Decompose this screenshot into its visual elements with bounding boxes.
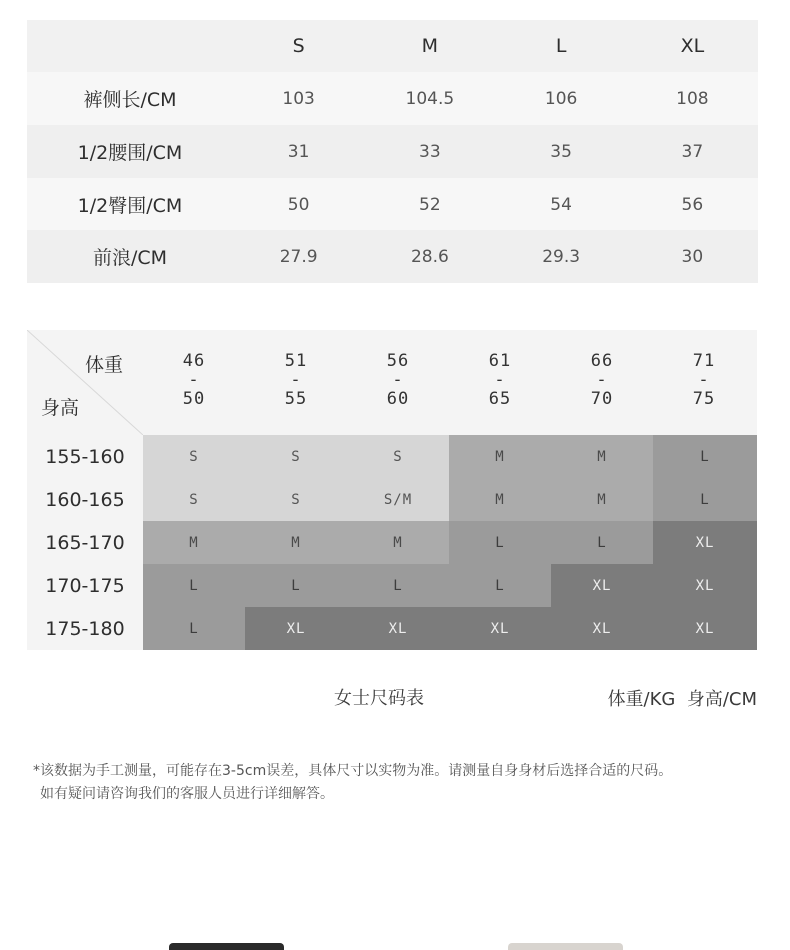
note-line: *该数据为手工测量，可能存在3-5cm误差，具体尺寸以实物为准。请测量自身身材后选择合适的尺码。 (33, 763, 673, 779)
table-cell: 29.3 (542, 246, 581, 267)
table-cell: 50 (287, 194, 310, 215)
size-cell: L (449, 521, 551, 564)
height-range-label: 165-170 (45, 531, 125, 554)
weight-range-header (347, 352, 449, 409)
table-cell: 103 (282, 88, 315, 109)
size-header-cell: S (292, 35, 305, 57)
weight-from: 51 (284, 351, 308, 371)
weight-range-header (449, 352, 551, 409)
size-cell: L (245, 564, 347, 607)
size-cell: L (143, 564, 245, 607)
size-cell: M (347, 521, 449, 564)
table-caption: 女士尺码表 (334, 688, 424, 709)
weight-dash: - (494, 370, 506, 390)
size-cell: L (449, 564, 551, 607)
size-cell: S (143, 478, 245, 521)
weight-dash: - (188, 370, 200, 390)
height-axis-label: 身高 (41, 397, 80, 419)
weight-axis-label: 体重 (85, 354, 124, 376)
size-cell: M (143, 521, 245, 564)
weight-to: 60 (386, 389, 410, 409)
size-measurement-table (27, 20, 758, 283)
units-caption: 体重/KG 身高/CM (607, 689, 757, 710)
table-row (27, 230, 758, 283)
size-cell: XL (551, 564, 653, 607)
size-cell: S/M (347, 478, 449, 521)
table-cell: 33 (419, 141, 441, 162)
height-range-label: 160-165 (45, 488, 125, 511)
row-label: 1/2臀围/CM (77, 195, 183, 217)
note-line: 如有疑问请咨询我们的客服人员进行详细解答。 (40, 786, 334, 802)
product-image-dark (169, 943, 284, 950)
size-header-row (27, 20, 758, 72)
height-range-label: 170-175 (45, 574, 125, 597)
weight-to: 65 (488, 389, 512, 409)
size-cell: S (245, 478, 347, 521)
weight-range-header (653, 352, 755, 409)
header-corner-cell (27, 20, 233, 72)
weight-range-header (143, 352, 245, 409)
size-cell: XL (653, 607, 757, 650)
size-cell: M (551, 478, 653, 521)
table-row (27, 125, 758, 178)
table-cell: 54 (550, 194, 572, 215)
weight-to: 75 (692, 389, 716, 409)
table-cell: 37 (681, 141, 704, 162)
table-cell: 27.9 (279, 246, 318, 267)
size-cell: L (653, 435, 757, 478)
size-cell: M (551, 435, 653, 478)
weight-from: 71 (692, 351, 716, 371)
size-cell: L (143, 607, 245, 650)
weight-to: 70 (590, 389, 614, 409)
weight-dash: - (392, 370, 404, 390)
weight-from: 66 (590, 351, 614, 371)
size-cell: L (653, 478, 757, 521)
weight-from: 56 (386, 351, 410, 371)
table-cell: 30 (681, 246, 704, 267)
size-cell: XL (653, 521, 757, 564)
size-cell: M (245, 521, 347, 564)
weight-to: 50 (182, 389, 206, 409)
table-cell: 52 (419, 194, 441, 215)
table-cell: 28.6 (410, 246, 449, 267)
table-cell: 31 (287, 141, 310, 162)
weight-range-header (245, 352, 347, 409)
weight-from: 46 (182, 351, 206, 371)
size-cell: XL (551, 607, 653, 650)
product-image-light (508, 943, 623, 950)
size-cell: M (449, 478, 551, 521)
height-range-label: 155-160 (45, 445, 125, 468)
table-cell: 104.5 (405, 88, 455, 109)
size-cell: XL (347, 607, 449, 650)
table-row (27, 178, 758, 231)
height-range-label: 175-180 (45, 617, 125, 640)
size-cell: XL (653, 564, 757, 607)
size-cell: S (347, 435, 449, 478)
table-cell: 108 (676, 88, 709, 109)
weight-range-header (551, 352, 653, 409)
table-cell: 35 (550, 141, 572, 162)
size-cell: S (245, 435, 347, 478)
row-label: 1/2腰围/CM (77, 142, 183, 164)
row-label: 前浪/CM (92, 247, 168, 269)
size-cell: M (449, 435, 551, 478)
weight-dash: - (290, 370, 302, 390)
weight-dash: - (698, 370, 710, 390)
size-cell: L (347, 564, 449, 607)
size-cell: L (551, 521, 653, 564)
size-header-cell: XL (680, 35, 705, 57)
measurement-note (33, 760, 753, 806)
size-header-cell: M (421, 35, 439, 57)
table-row (27, 72, 758, 125)
size-cell: XL (245, 607, 347, 650)
weight-to: 55 (284, 389, 308, 409)
size-recommendation-table (27, 330, 757, 650)
size-header-cell: L (555, 35, 567, 57)
row-label: 裤侧长/CM (83, 89, 177, 111)
size-cell: S (143, 435, 245, 478)
table-cell: 106 (544, 88, 578, 109)
weight-from: 61 (488, 351, 512, 371)
weight-dash: - (596, 370, 608, 390)
table-cell: 56 (681, 194, 704, 215)
size-cell: XL (449, 607, 551, 650)
